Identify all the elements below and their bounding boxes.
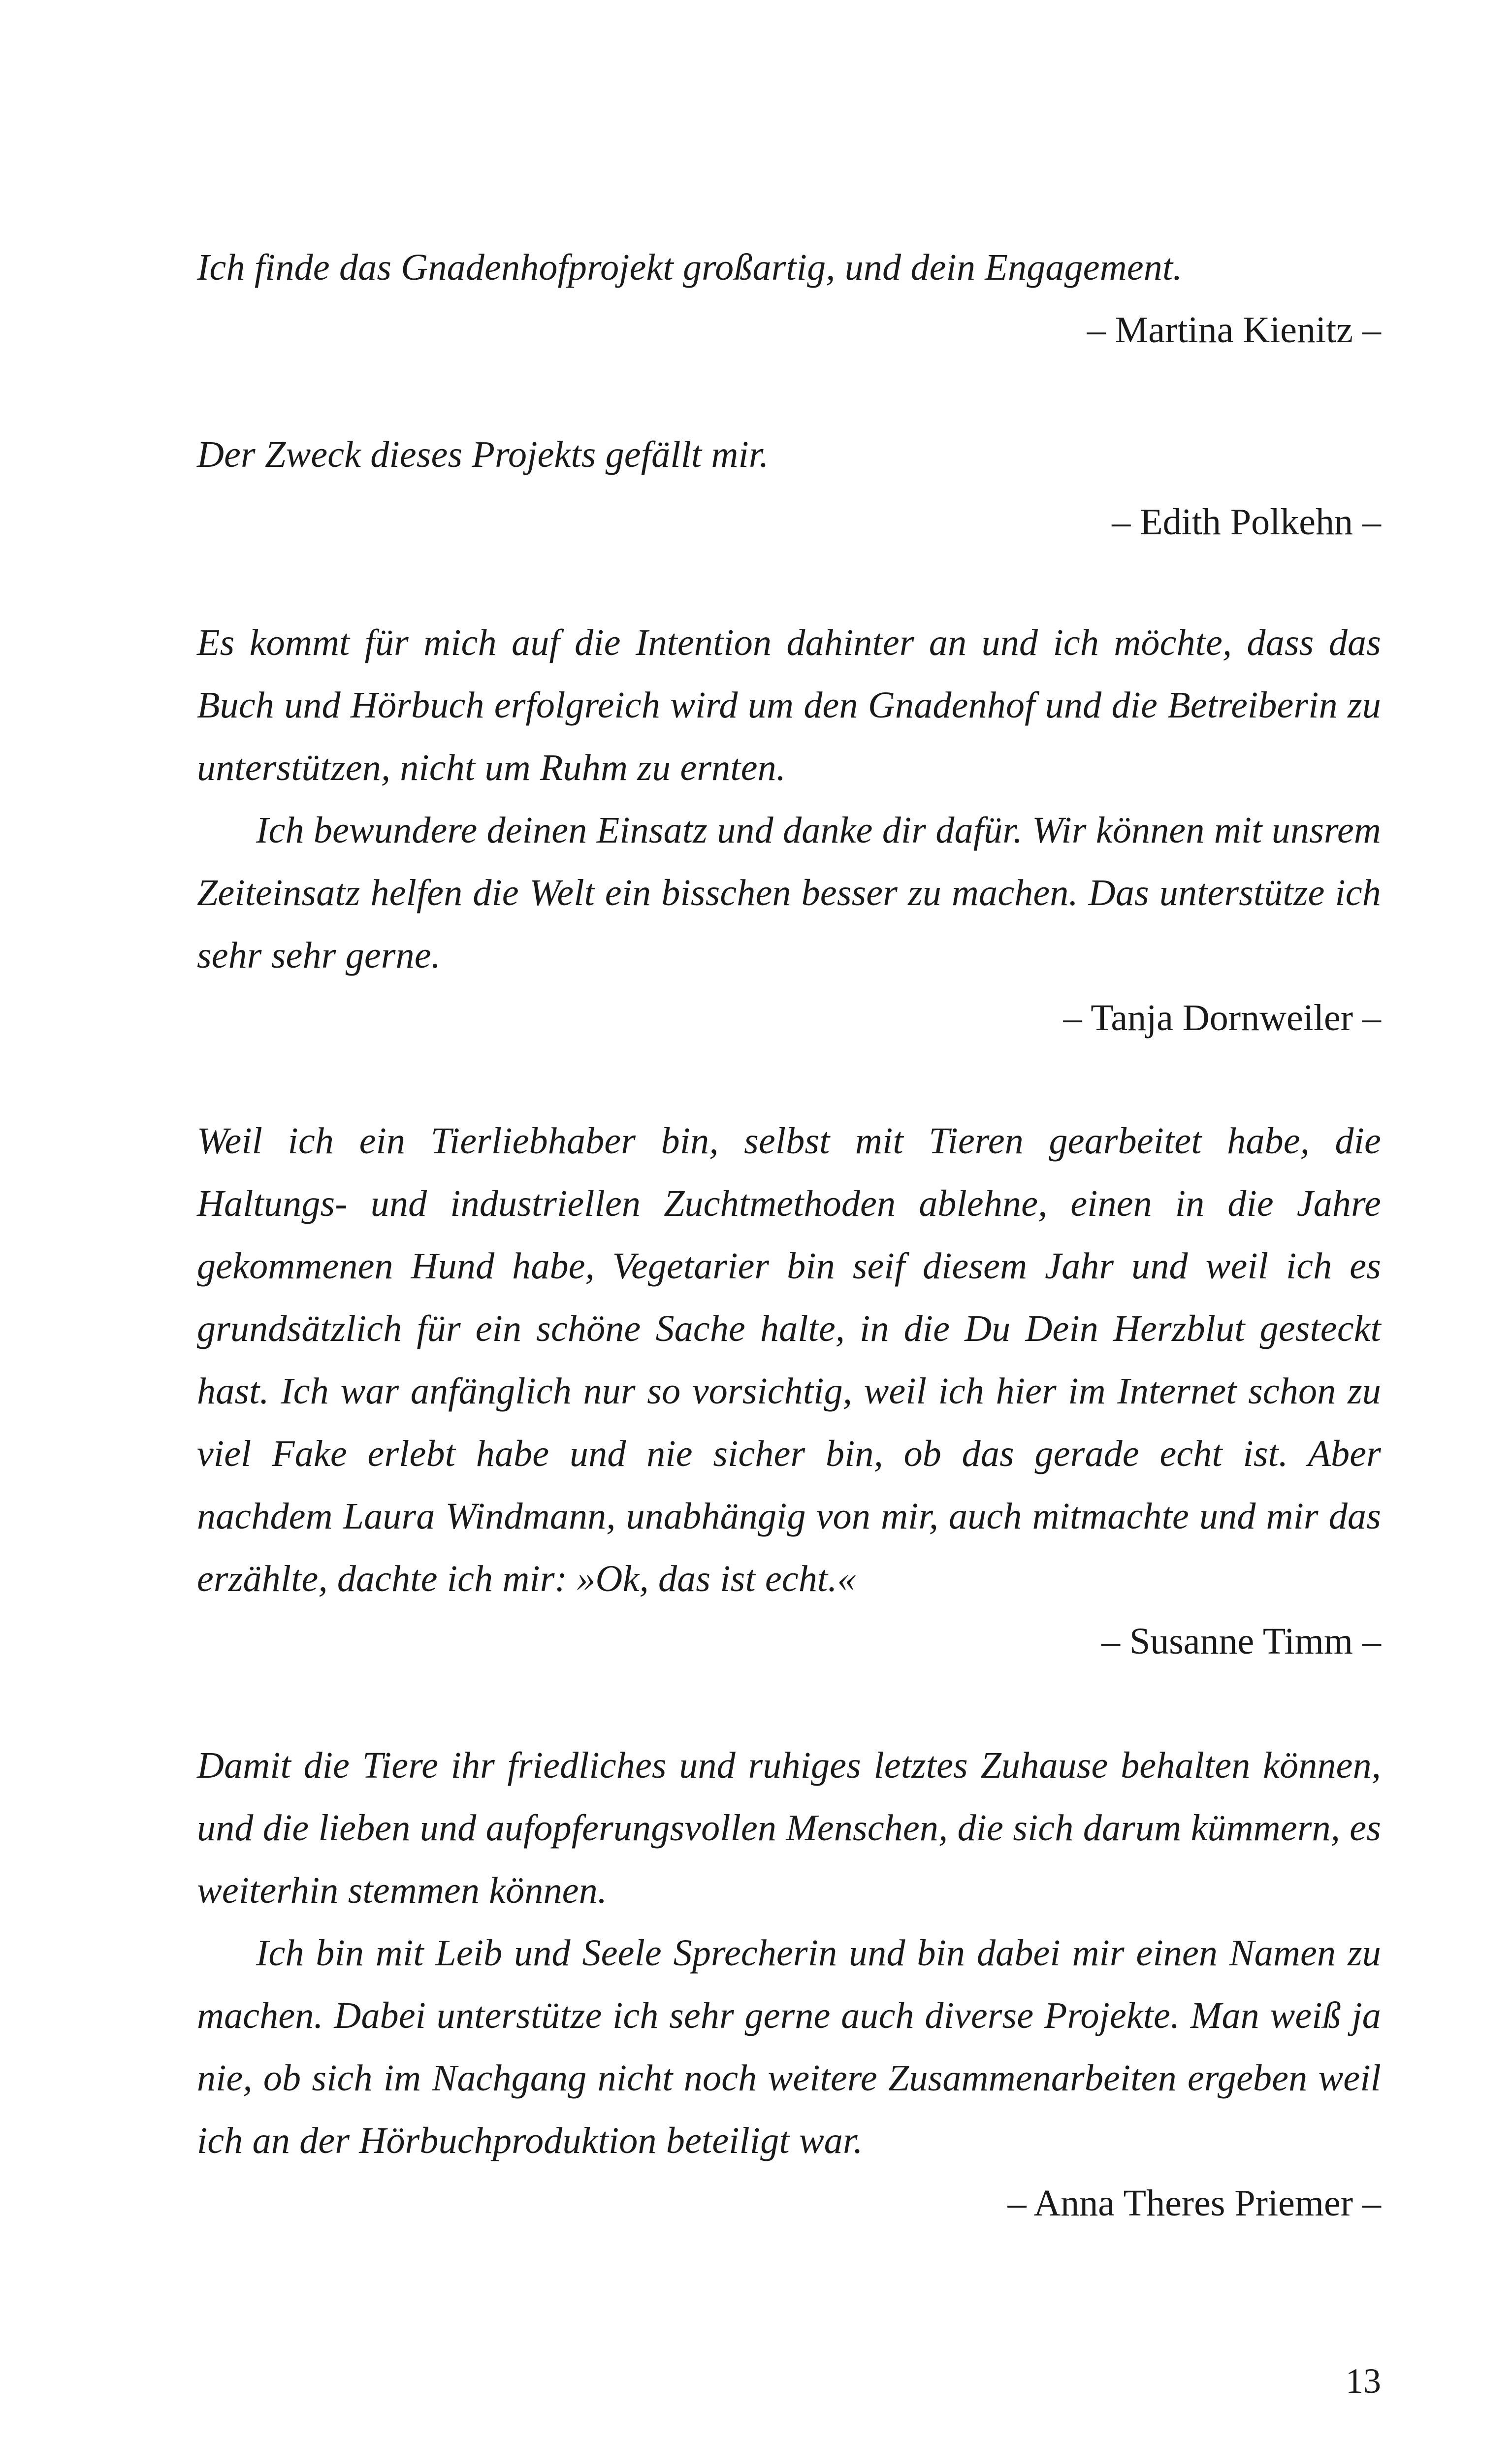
testimonial-anna-theres-priemer	[197, 1734, 1381, 2235]
testimonial-text: Ich bewundere deinen Einsatz und danke dir dafür. Wir können mit unsrem Zeiteinsatz helfen die Welt ein bisschen besser zu machen. Das unterstütze ich sehr sehr gerne.	[197, 810, 1381, 976]
testimonial-author: – Tanja Dornweiler –	[1063, 997, 1381, 1039]
testimonial-text: Damit die Tiere ihr friedliches und ruhiges letztes Zuhause behalten können, und die lieben und aufopferungsvollen Menschen, die sich darum kümmern, es weiterhin stemmen können.	[197, 1745, 1381, 1911]
testimonial-author: – Anna Theres Priemer –	[1007, 2182, 1381, 2224]
testimonial-text: Es kommt für mich auf die Intention dahinter an und ich möchte, dass das Buch und Hörbuch erfolgreich wird um den Gnadenhof und die Betreiberin zu unterstützen, nicht um Ruhm zu ernten.	[197, 622, 1381, 788]
testimonial-text: Ich finde das Gnadenhofprojekt großartig, und dein Engagement.	[197, 247, 1183, 288]
testimonial-author: – Edith Polkehn –	[1112, 501, 1381, 543]
testimonial-martina-kienitz	[197, 236, 1381, 361]
testimonial-tanja-dornweiler	[197, 612, 1381, 1049]
testimonial-author: – Susanne Timm –	[1101, 1621, 1381, 1662]
testimonial-susanne-timm	[197, 1110, 1381, 1673]
page-number: 13	[1346, 2361, 1381, 2401]
testimonial-author: – Martina Kienitz –	[1087, 309, 1381, 351]
testimonial-text: Weil ich ein Tierliebhaber bin, selbst mit Tieren gearbeitet habe, die Haltungs- und industriellen Zuchtmethoden ablehne, einen in die Jahre gekommenen Hund habe, Vegetarier bin seif diesem Jahr und weil ich es grundsätzlich für ein schöne Sache halte, in die Du Dein Herzblut gesteckt hast. Ich war anfänglich nur so vorsichtig, weil ich hier im Internet schon zu viel Fake erlebt habe und nie sicher bin, ob das gerade echt ist. Aber nachdem Laura Windmann, unabhängig von mir, auch mitmachte und mir das erzählte, dachte ich mir: »Ok, das ist echt.«	[197, 1120, 1381, 1599]
testimonial-text: Der Zweck dieses Projekts gefällt mir.	[197, 434, 769, 475]
testimonial-text: Ich bin mit Leib und Seele Sprecherin und bin dabei mir einen Namen zu machen. Dabei unterstütze ich sehr gerne auch diverse Projekte. Man weiß ja nie, ob sich im Nachgang nicht noch weitere Zusammenarbeiten ergeben weil ich an der Hörbuchproduktion beteiligt war.	[197, 1932, 1381, 2161]
testimonial-edith-polkehn	[197, 423, 1381, 554]
